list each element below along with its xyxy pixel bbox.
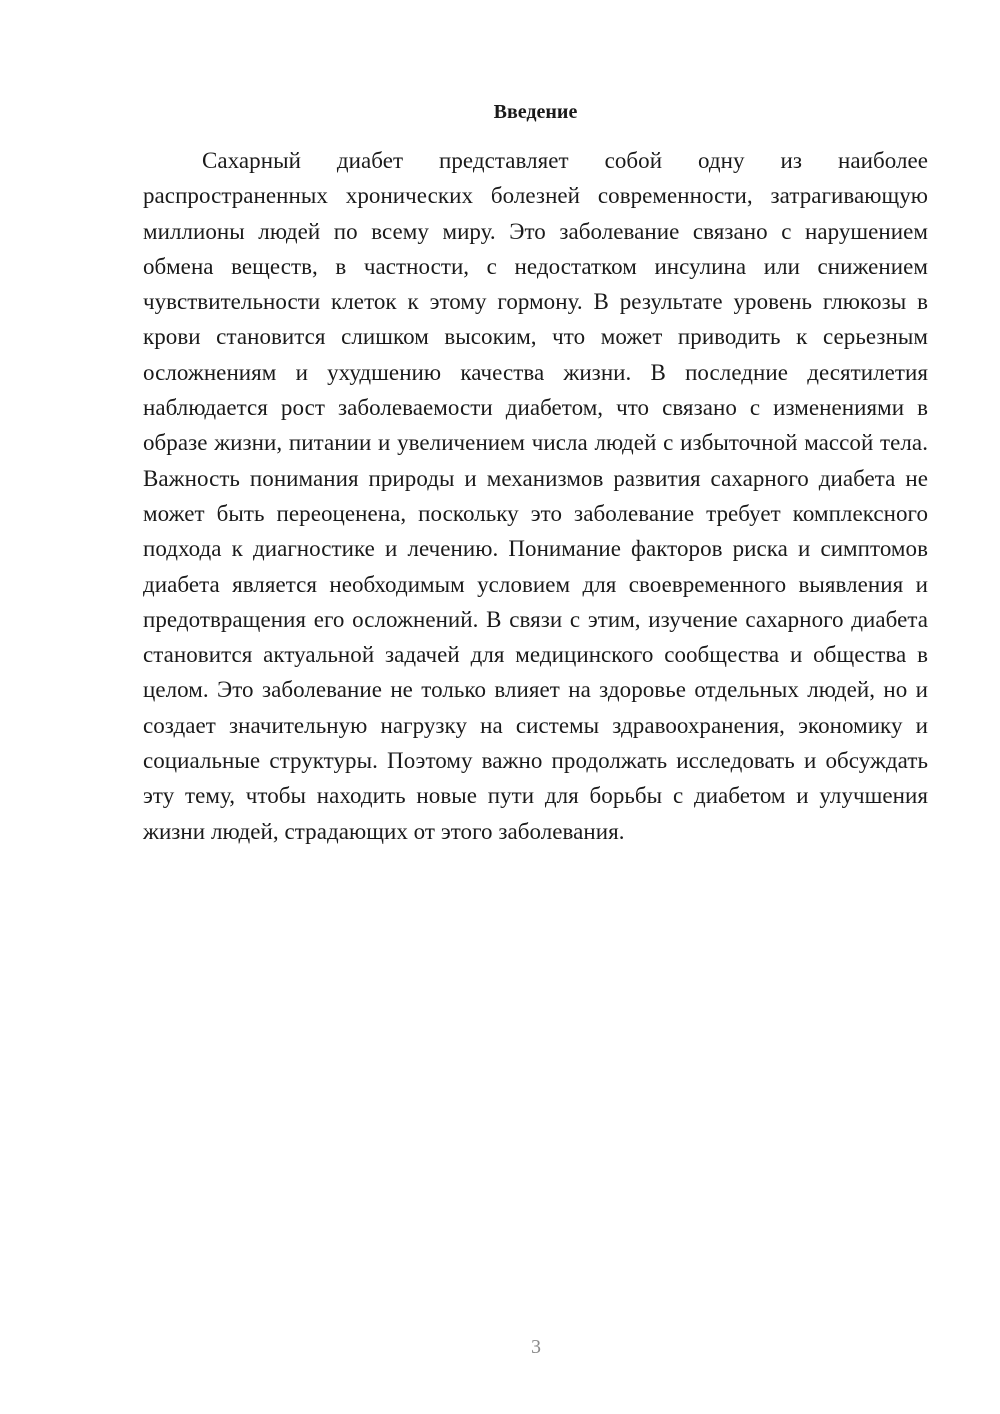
page-number: 3 (531, 1336, 541, 1358)
section-heading: Введение (493, 101, 578, 123)
body-paragraph: Сахарный диабет представляет собой одну из наиболее распространенных хронических болезней современности, затрагивающую миллионы людей по всему миру. Это заболевание связано с нарушением обмена веществ, в частности, с недостатком инсулина или снижением чувствительности клеток к этому гормону. В результате уровень глюкозы в крови становится слишком высоким, что может приводить к серьезным осложнениям и ухудшению качества жизни. В последние десятилетия наблюдается рост заболеваемости диабетом, что связано с изменениями в образе жизни, питании и увеличением числа людей с избыточной массой тела. Важность понимания природы и механизмов развития сахарного диабета не может быть переоценена, поскольку это заболевание требует комплексного подхода к диагностике и лечению. Понимание факторов риска и симптомов диабета является необходимым условием для своевременного выявления и предотвращения его осложнений. В связи с этим, изучение сахарного диабета становится актуальной задачей для медицинского сообщества и общества в целом. Это заболевание не только влияет на здоровье отдельных людей, но и создает значительную нагрузку на системы здравоохранения, экономику и социальные структуры. Поэтому важно продолжать исследовать и обсуждать эту тему, чтобы находить новые пути для борьбы с диабетом и улучшения жизни людей, страдающих от этого заболевания. (143, 148, 928, 844)
